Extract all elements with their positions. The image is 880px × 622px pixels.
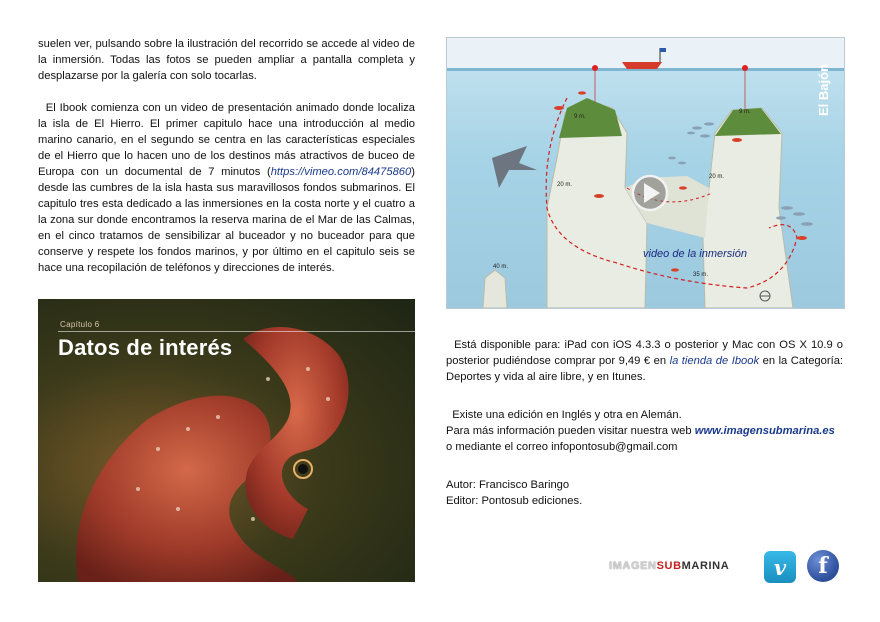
logo-part-sub: SUB bbox=[656, 560, 682, 572]
author-credit: Autor: Francisco Baringo bbox=[446, 479, 570, 491]
editions-paragraph bbox=[446, 407, 843, 455]
vimeo-icon[interactable] bbox=[764, 551, 796, 583]
imagensubmarina-logo[interactable] bbox=[609, 560, 729, 572]
seahorse-photo[interactable] bbox=[38, 299, 415, 582]
intro-p2-after: ) desde las cumbres de la isla hasta sus maravillosos fondos submarinos. El capitulo tres esta dedicado a las inmersiones en la costa norte y el cuatro a la zona sur donde encontramos la reserva marina de el Mar de las Calmas, en el cinco tratamos de sensibilizar al buceador y no buceador para que conserve y respete los fondos marinos, y por último en el capitulo seis se hace una recopilación de teléfonos y direcciones de interés. bbox=[38, 166, 415, 274]
boat-icon bbox=[622, 62, 662, 69]
vimeo-link[interactable]: https://vimeo.com/84475860 bbox=[270, 166, 412, 178]
depth-label: 20 m. bbox=[709, 174, 725, 180]
chapter-label: Capítulo 6 bbox=[60, 320, 100, 329]
email-line: o mediante el correo infopontosub@gmail.com bbox=[446, 441, 678, 453]
intro-paragraph-2 bbox=[38, 100, 415, 276]
availability-after: en la Categoría: Deportes y vida al aire libre, y en Itunes. bbox=[446, 355, 844, 383]
dive-illustration-svg bbox=[447, 38, 844, 308]
vimeo-glyph: v bbox=[773, 555, 787, 580]
credits-paragraph bbox=[446, 477, 843, 509]
availability-paragraph bbox=[446, 337, 843, 385]
more-info-line: Para más información pueden visitar nuestra web bbox=[446, 425, 695, 437]
play-icon[interactable] bbox=[633, 176, 667, 210]
depth-label: 9 m. bbox=[739, 109, 751, 115]
depth-label: 35 m. bbox=[693, 272, 709, 278]
logo-part-imagen: IMAGEN bbox=[609, 560, 657, 572]
chapter-title: Datos de interés bbox=[58, 335, 233, 360]
depth-label: 40 m. bbox=[493, 264, 509, 270]
availability-info bbox=[446, 337, 843, 531]
video-label[interactable]: video de la inmersión bbox=[643, 248, 747, 260]
facebook-icon[interactable] bbox=[807, 550, 839, 582]
intro-paragraph-1: suelen ver, pulsando sobre la ilustración del recorrido se accede al video de la inmersión. Todas las fotos se pueden ampliar a pantalla completa y desplazarse por la galería con solo tocarlas. bbox=[38, 38, 415, 82]
facebook-glyph: f bbox=[818, 553, 828, 579]
availability-before: Está disponible para: iPad con iOS 4.3.3 o posterior y Mac con OS X 10.9 o posterior pudiéndose comprar por 9,49 € en bbox=[446, 339, 843, 367]
depth-label: 20 m. bbox=[557, 182, 573, 188]
intro-text bbox=[38, 36, 415, 292]
editions-line: Existe una edición en Inglés y otra en Alemán. bbox=[452, 409, 682, 421]
logo-part-marina: MARINA bbox=[681, 560, 730, 572]
depth-label: 9 m. bbox=[574, 114, 586, 120]
editor-credit: Editor: Pontosub ediciones. bbox=[446, 495, 583, 507]
website-link[interactable]: www.imagensubmarina.es bbox=[694, 425, 835, 437]
ibook-store-link[interactable]: la tienda de Ibook bbox=[669, 355, 760, 367]
site-name: El Bajón bbox=[816, 63, 831, 116]
dive-route-illustration[interactable] bbox=[446, 37, 845, 309]
intro-p2-before: El Ibook comienza con un video de presentación animado donde localiza la isla de El Hierro. El primer capitulo hace una introducción al medio marino canario, en el segundo se centra en las características especiales de el Hierro que lo hacen uno de los destinos más atractivos de buceo de Europa con un documental de 7 minutos ( bbox=[38, 102, 416, 178]
chapter-divider bbox=[58, 331, 415, 332]
